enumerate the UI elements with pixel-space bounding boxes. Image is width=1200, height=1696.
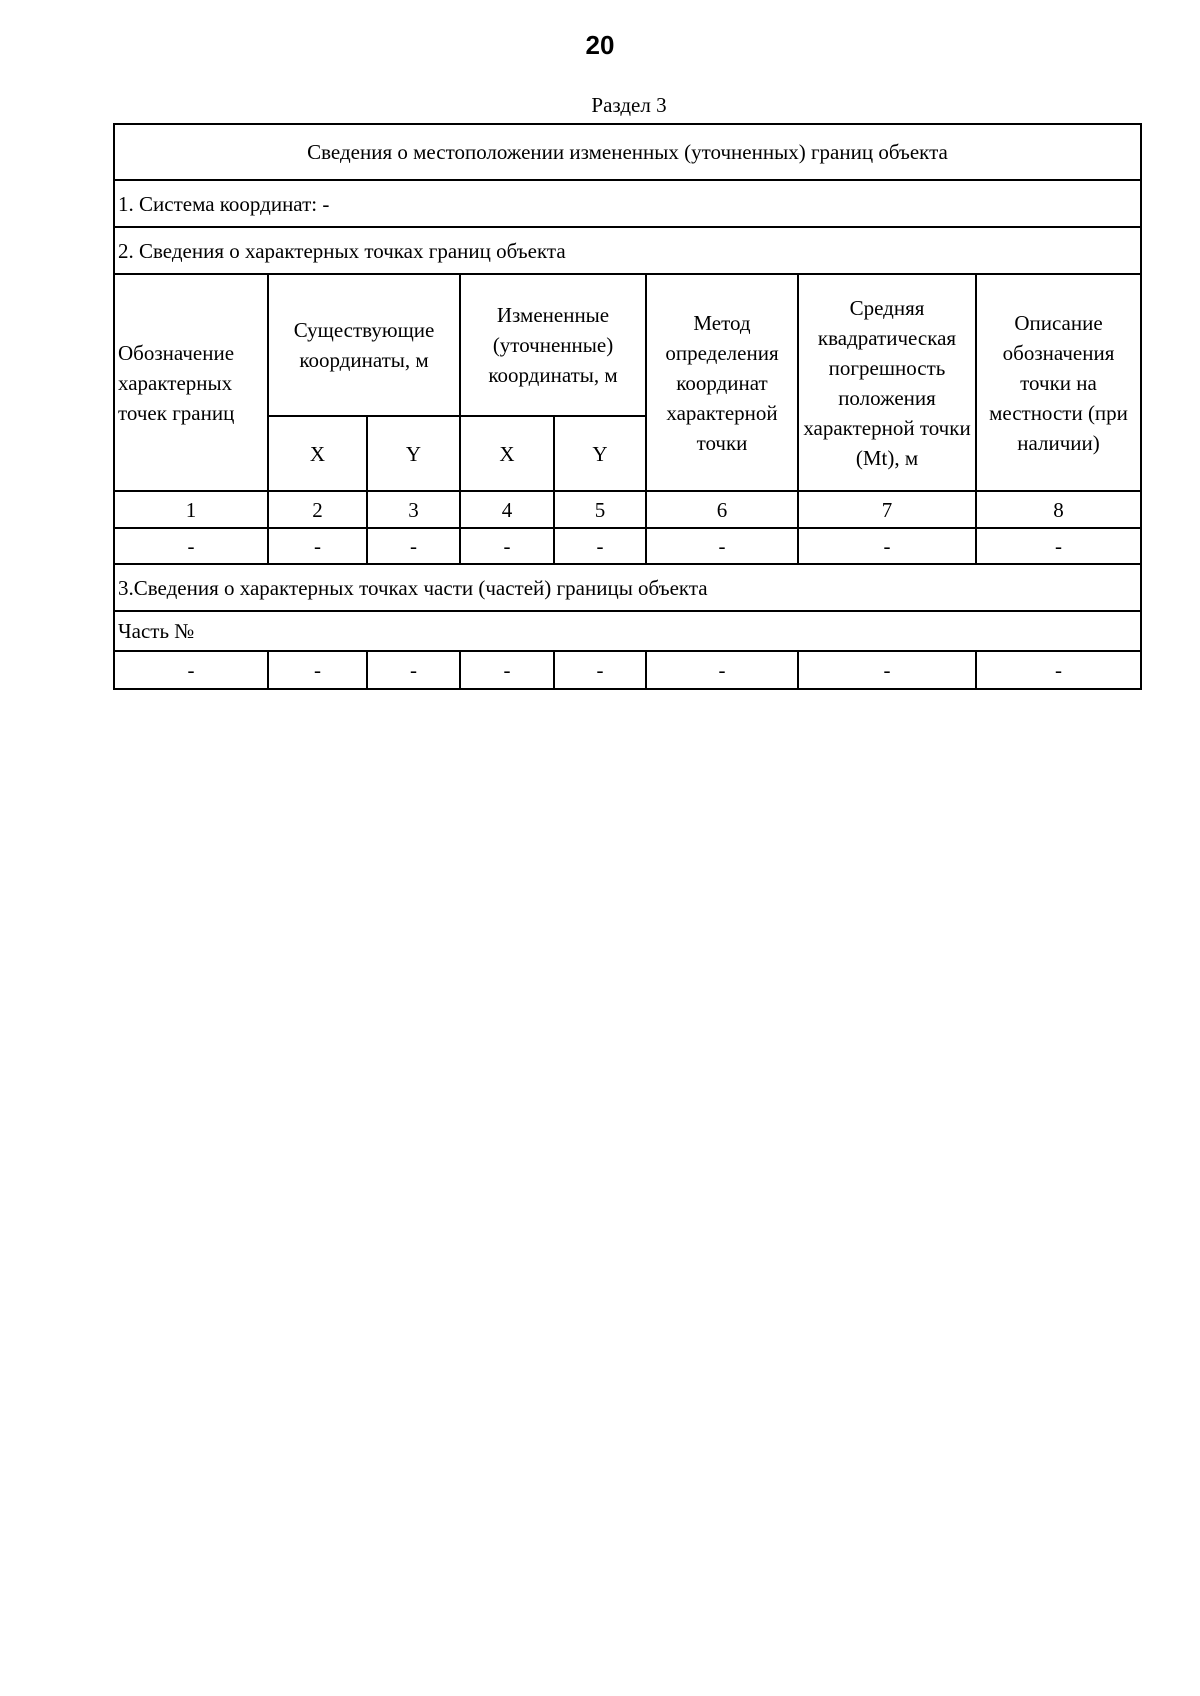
table-cell: - [798, 528, 976, 564]
boundary-points-heading: 2. Сведения о характерных точках границ объекта [114, 227, 1141, 274]
table-cell: - [114, 528, 268, 564]
column-number: 3 [367, 491, 460, 528]
table-cell: - [798, 651, 976, 689]
table-cell: - [114, 651, 268, 689]
table-cell: - [268, 528, 367, 564]
table-cell: - [554, 651, 646, 689]
table-title: Сведения о местоположении измененных (уточненных) границ объекта [114, 124, 1141, 180]
table-cell: - [976, 651, 1141, 689]
column-number: 2 [268, 491, 367, 528]
table-cell: - [268, 651, 367, 689]
column-number: 8 [976, 491, 1141, 528]
part-boundary-points-heading: 3.Сведения о характерных точках части (частей) границы объекта [114, 564, 1141, 611]
header-existing-y: Y [367, 416, 460, 491]
header-existing-x: X [268, 416, 367, 491]
header-mean-square-error: Средняя квадратическая погрешность положения характерной точки (Mt), м [798, 274, 976, 491]
column-number-row [114, 491, 1141, 528]
header-method: Метод определения координат характерной точки [646, 274, 798, 491]
table-cell: - [554, 528, 646, 564]
table-cell: - [367, 651, 460, 689]
table-cell: - [976, 528, 1141, 564]
boundary-coordinates-table [113, 123, 1142, 690]
section-title: Раздел 3 [591, 93, 667, 117]
column-number: 5 [554, 491, 646, 528]
header-changed-x: X [460, 416, 554, 491]
part-number-label: Часть № [114, 611, 1141, 651]
table-cell: - [646, 651, 798, 689]
column-number: 6 [646, 491, 798, 528]
header-point-description: Описание обозначения точки на местности (при наличии) [976, 274, 1141, 491]
header-point-designation: Обозначение характерных точек границ [114, 274, 268, 491]
table-cell: - [460, 528, 554, 564]
table-cell: - [367, 528, 460, 564]
coordinate-system-row: 1. Система координат: - [114, 180, 1141, 227]
column-number: 7 [798, 491, 976, 528]
column-number: 4 [460, 491, 554, 528]
table-row [114, 651, 1141, 689]
page-number: 20 [585, 30, 615, 60]
header-changed-y: Y [554, 416, 646, 491]
table-cell: - [460, 651, 554, 689]
header-changed-coordinates: Измененные (уточненные) координаты, м [460, 274, 646, 416]
table-cell: - [646, 528, 798, 564]
table-row [114, 528, 1141, 564]
column-number: 1 [114, 491, 268, 528]
header-existing-coordinates: Существующие координаты, м [268, 274, 460, 416]
